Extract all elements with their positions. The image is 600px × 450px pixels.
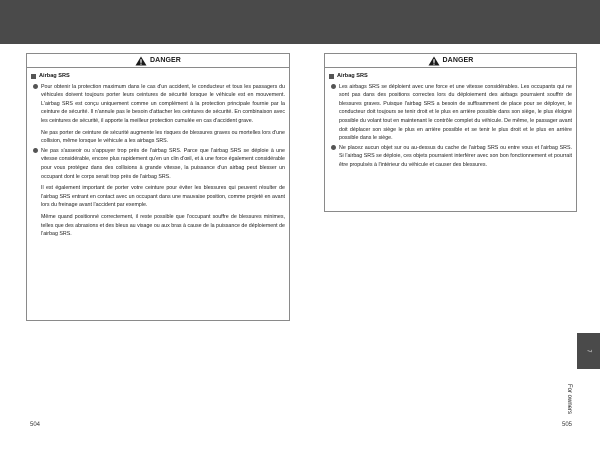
bullet-item [329,144,572,170]
bullet-text: Les airbags SRS se déploient avec une force et une vitesse considérables. Les occupants qui ne sont pas dans des positions correctes lors du déploiement des airbags pourraient souffrir de blessures graves. Puisque l'airbag SRS a besoin de suffisamment de place pour se déployer, le conducteur doit toujours se tenir droit et le plus en arrière possible dans son siège, le plus éloigné possible du volant tout en maintenant le contrôle complet du véhicule. De même, le passager avant doit déplacer son siège le plus en arrière possible et se tenir le plus droit et le plus en arrière possible dans le siège. [339,83,572,142]
chapter-number: 7 [585,349,592,353]
bullet-text: Pour obtenir la protection maximum dans le cas d'un accident, le conducteur et tous les passagers du véhicules doivent toujours porter leurs ceintures de sécurité lorsque le véhicule est en mouvement. L'airbag SRS est conçu uniquement comme un complément à la protection principale fournie par la ceinture de sécurité. Il n'annule pas le besoin d'attacher les ceintures de sécurité. En combinaison avec les ceintures de sécurité, il apporte la meilleur protection cumulée en cas d'accident grave. [41,83,285,124]
bullet-text: Ne pas s'asseoir ou s'appuyer trop près de l'airbag SRS. Parce que l'airbag SRS se déploie à une vitesse considérable, encore plus rapidement qu'en un clin d'œil, et à une force également considérable pour vous protégez dans des collisions à grande vitesse, la puissance d'un airbag peut blesser un occupant dont le corps serait trop près de l'airbag SRS. [41,147,285,180]
bullet-text: Ne placez aucun objet sur ou au-dessus du cache de l'airbag SRS ou entre vous et l'airbag SRS. Si l'airbag SRS se déploie, ces objets pourraient interférer avec son bon fonctionnement et pourrait être propulsés à l'intérieur du véhicule et causer des blessures. [339,144,572,168]
danger-label: DANGER [150,57,181,64]
danger-header [27,54,289,68]
page-number-left: 504 [30,422,41,428]
chapter-tab[interactable] [577,333,600,369]
danger-box-left [26,53,290,321]
section-title-text: Airbag SRS [337,73,368,79]
bullet-dot-icon [33,148,38,153]
section-title-text: Airbag SRS [39,73,70,79]
warning-triangle-icon [135,56,147,66]
page-number-right: 505 [562,422,573,428]
paragraph: Même quand positionné correctement, il reste possible que l'occupant souffre de blessures minimes, telles que des abrasions et des bleus au visage ou aux bras à cause de la puissance de déploiement de l'airbag SRS. [41,213,285,238]
section-square-icon [31,74,36,79]
section-title [329,72,572,81]
bullet-item [329,83,572,143]
section-square-icon [329,74,334,79]
section-title [31,72,285,81]
bullet-dot-icon [331,145,336,150]
bullet-item [31,83,285,126]
top-header-bar [0,0,600,44]
danger-label: DANGER [442,57,474,64]
bullet-dot-icon [33,84,38,89]
danger-box-right [324,53,577,212]
paragraph: Il est également important de porter votre ceinture pour éviter les blessures qui peuvent résulter de l'airbag SRS entrant en contact avec un occupant dans une mauvaise position, comme projeté en avant lors du freinage avant l'accident par exemple. [41,185,285,209]
bullet-item [31,147,285,181]
paragraph: Ne pas porter de ceinture de sécurité augmente les risques de blessures graves ou mortelles lors d'une collision, même lorsque le véhicule a les airbags SRS. [41,129,285,145]
danger-header [325,54,576,68]
warning-triangle-icon [428,56,440,66]
bullet-dot-icon [331,84,336,89]
chapter-label: For owners [566,384,572,415]
